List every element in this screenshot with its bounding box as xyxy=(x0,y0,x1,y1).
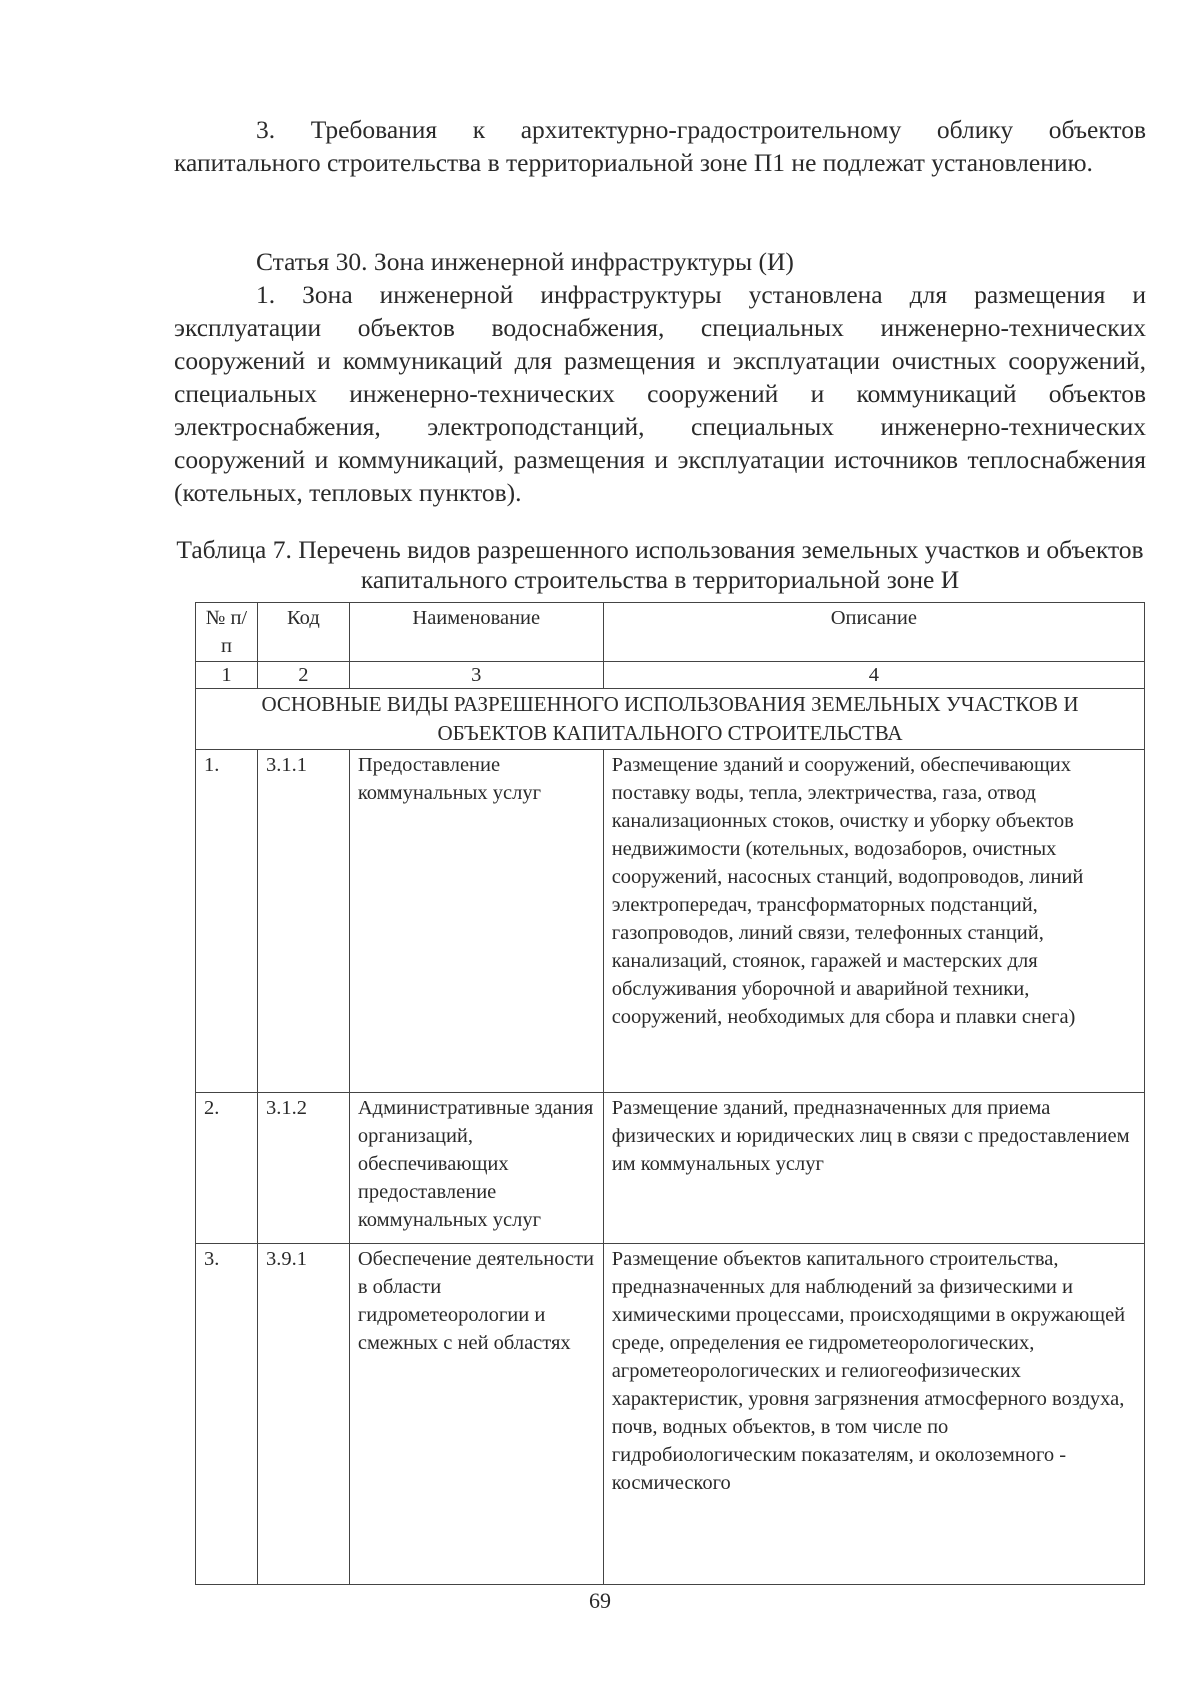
header-name: Наименование xyxy=(349,603,603,662)
table-row xyxy=(196,1093,1145,1244)
section-row xyxy=(196,689,1145,750)
row-name: Обеспечение деятельности в области гидрометеорологии и смежных с ней областях xyxy=(349,1244,603,1585)
column-number: 2 xyxy=(257,662,349,689)
column-number: 4 xyxy=(603,662,1144,689)
column-number: 3 xyxy=(349,662,603,689)
paragraph-requirements: 3. Требования к архитектурно-градостроительному облику объектов капитального строительства в территориальной зоне П1 не подлежат установлению. xyxy=(174,115,1146,177)
permitted-use-table xyxy=(195,602,1145,1585)
table-header-row xyxy=(196,603,1145,662)
row-num: 3. xyxy=(196,1244,258,1585)
row-name: Предоставление коммунальных услуг xyxy=(349,750,603,1093)
paragraph-zone-description: 1. Зона инженерной инфраструктуры установлена для размещения и эксплуатации объектов водоснабжения, специальных инженерно-технических сооружений и коммуникаций для размещения и эксплуатации очистных сооружений, специальных инженерно-технических сооружений и коммуникаций объектов электроснабжения, электроподстанций, специальных инженерно-технических сооружений и коммуникаций, размещения и эксплуатации источников теплоснабжения (котельных, тепловых пунктов). xyxy=(174,280,1146,507)
row-num: 2. xyxy=(196,1093,258,1244)
table-row xyxy=(196,750,1145,1093)
table-row xyxy=(196,1244,1145,1585)
header-code: Код xyxy=(257,603,349,662)
row-code: 3.9.1 xyxy=(257,1244,349,1585)
column-number-row xyxy=(196,662,1145,689)
row-code: 3.1.1 xyxy=(257,750,349,1093)
row-description: Размещение зданий, предназначенных для приема физических и юридических лиц в связи с предоставлением им коммунальных услуг xyxy=(603,1093,1144,1244)
header-description: Описание xyxy=(603,603,1144,662)
column-number: 1 xyxy=(196,662,258,689)
table-caption: Таблица 7. Перечень видов разрешенного использования земельных участков и объектов капитального строительства в территориальной зоне И xyxy=(176,535,1144,594)
row-description: Размещение объектов капитального строительства, предназначенных для наблюдений за физическими и химическими процессами, происходящими в окружающей среде, определения ее гидрометеорологических, агрометеорологических и гелиогеофизических характеристик, уровня загрязнения атмосферного воздуха, почв, водных объектов, в том числе по гидробиологическим показателям, и околоземного - космического xyxy=(603,1244,1144,1585)
article-title: Статья 30. Зона инженерной инфраструктуры (И) xyxy=(256,247,794,276)
section-title: ОСНОВНЫЕ ВИДЫ РАЗРЕШЕННОГО ИСПОЛЬЗОВАНИЯ ЗЕМЕЛЬНЫХ УЧАСТКОВ И ОБЪЕКТОВ КАПИТАЛЬНОГО СТРОИТЕЛЬСТВА xyxy=(196,689,1145,750)
row-num: 1. xyxy=(196,750,258,1093)
row-code: 3.1.2 xyxy=(257,1093,349,1244)
row-name: Административные здания организаций, обеспечивающих предоставление коммунальных услуг xyxy=(349,1093,603,1244)
page-number: 69 xyxy=(589,1588,611,1613)
row-description: Размещение зданий и сооружений, обеспечивающих поставку воды, тепла, электричества, газа, отвод канализационных стоков, очистку и уборку объектов недвижимости (котельных, водозаборов, очистных сооружений, насосных станций, водопроводов, линий электропередач, трансформаторных подстанций, газопроводов, линий связи, телефонных станций, канализаций, стоянок, гаражей и мастерских для обслуживания уборочной и аварийной техники, сооружений, необходимых для сбора и плавки снега) xyxy=(603,750,1144,1093)
header-num: № п/п xyxy=(196,603,258,662)
